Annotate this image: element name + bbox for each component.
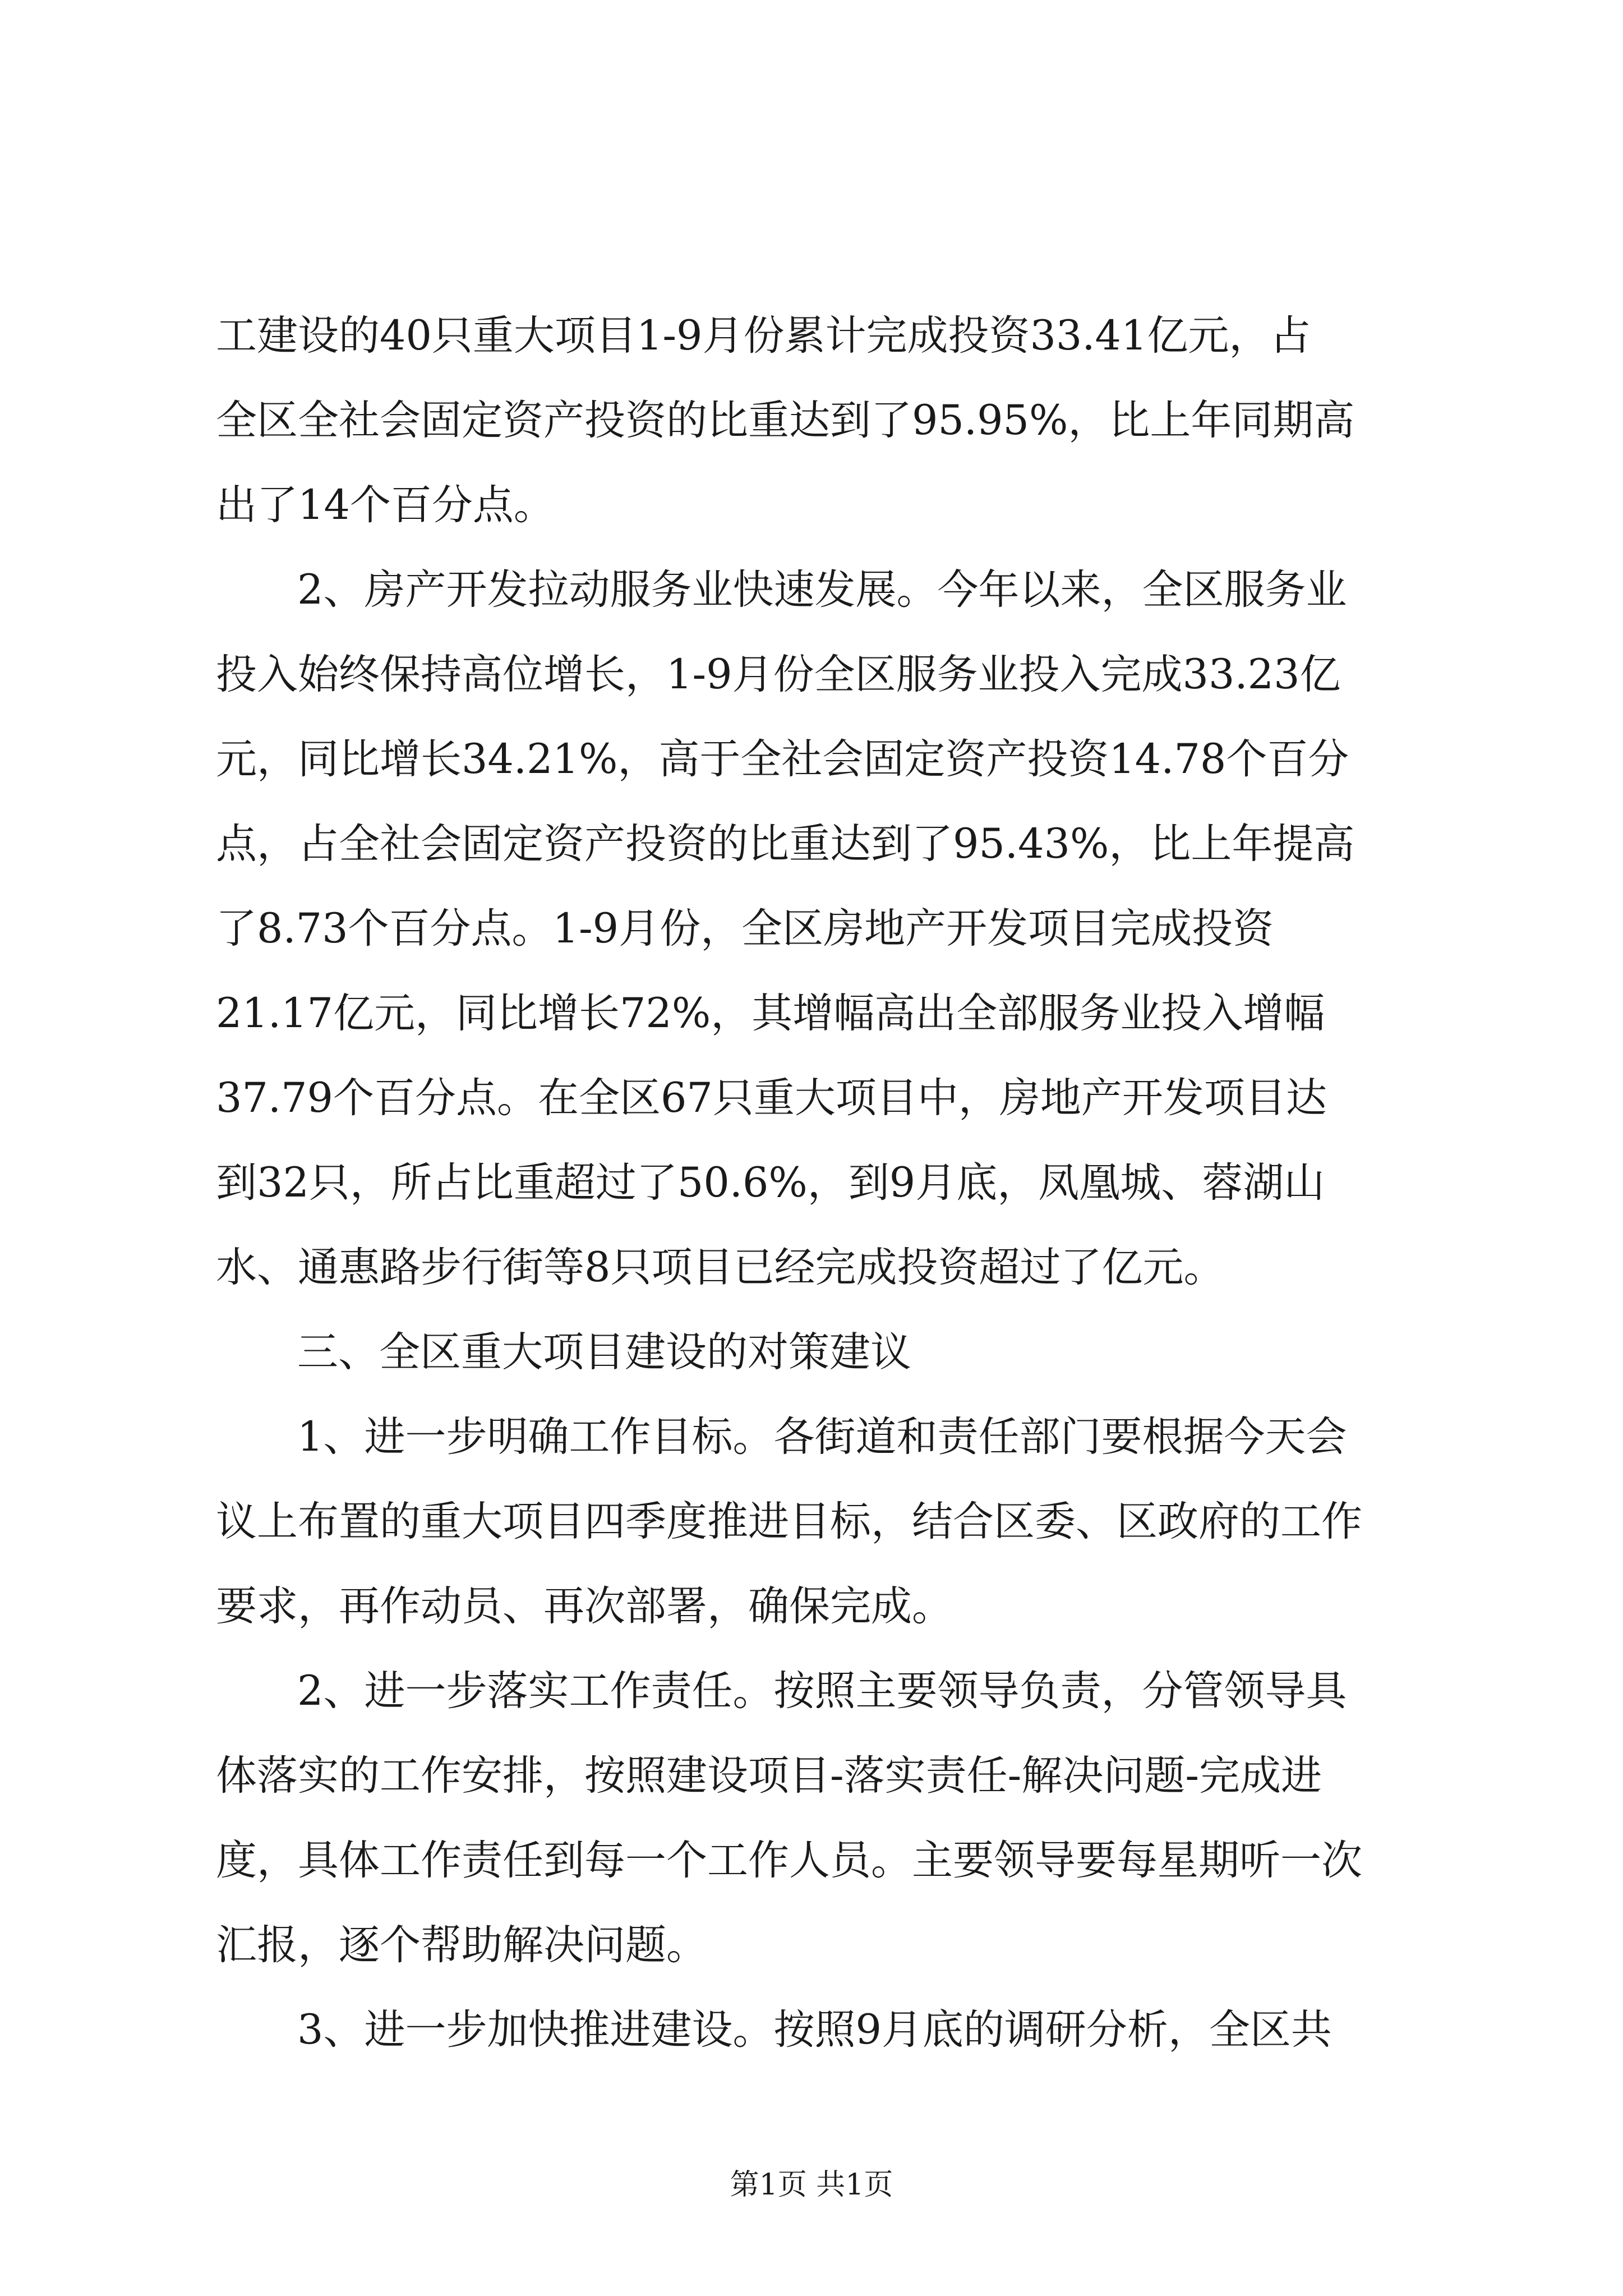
paragraph-start-line: 2、房产开发拉动服务业快速发展。今年以来，全区服务业 xyxy=(297,566,1347,614)
text-line: 议上布置的重大项目四季度推进目标，结合区委、区政府的工作 xyxy=(216,1498,1362,1545)
text-line: 全区全社会固定资产投资的比重达到了95.95%，比上年同期高 xyxy=(216,397,1355,444)
text-line: 度，具体工作责任到每一个工作人员。主要领导要每星期听一次 xyxy=(216,1837,1362,1884)
text-line: 要求，再作动员、再次部署，确保完成。 xyxy=(216,1582,953,1630)
text-line: 37.79个百分点。在全区67只重大项目中，房地产开发项目达 xyxy=(216,1074,1327,1122)
text-line: 汇报，逐个帮助解决问题。 xyxy=(216,1921,707,1969)
paragraph-start-line: 3、进一步加快推进建设。按照9月底的调研分析，全区共 xyxy=(297,2006,1332,2054)
text-line: 点，占全社会固定资产投资的比重达到了95.43%，比上年提高 xyxy=(216,820,1355,868)
text-line: 元，同比增长34.21%，高于全社会固定资产投资14.78个百分 xyxy=(216,735,1349,783)
text-line: 水、通惠路步行街等8只项目已经完成投资超过了亿元。 xyxy=(216,1244,1225,1291)
text-line: 体落实的工作安排，按照建设项目-落实责任-解决问题-完成进 xyxy=(216,1752,1322,1800)
text-line: 投入始终保持高位增长，1-9月份全区服务业投入完成33.23亿 xyxy=(216,651,1341,698)
paragraph-start-line: 1、进一步明确工作目标。各街道和责任部门要根据今天会 xyxy=(297,1413,1347,1461)
text-line: 21.17亿元，同比增长72%，其增幅高出全部服务业投入增幅 xyxy=(216,990,1325,1037)
page-footer: 第1页 共1页 xyxy=(730,2168,893,2202)
text-line: 到32只，所占比重超过了50.6%，到9月底，凤凰城、蓉湖山 xyxy=(216,1159,1325,1207)
section-heading: 三、全区重大项目建设的对策建议 xyxy=(297,1328,911,1376)
paragraph-start-line: 2、进一步落实工作责任。按照主要领导负责，分管领导具 xyxy=(297,1667,1347,1715)
text-line: 了8.73个百分点。1-9月份，全区房地产开发项目完成投资 xyxy=(216,905,1274,953)
text-line: 出了14个百分点。 xyxy=(216,481,555,529)
text-line: 工建设的40只重大项目1-9月份累计完成投资33.41亿元，占 xyxy=(216,312,1311,360)
